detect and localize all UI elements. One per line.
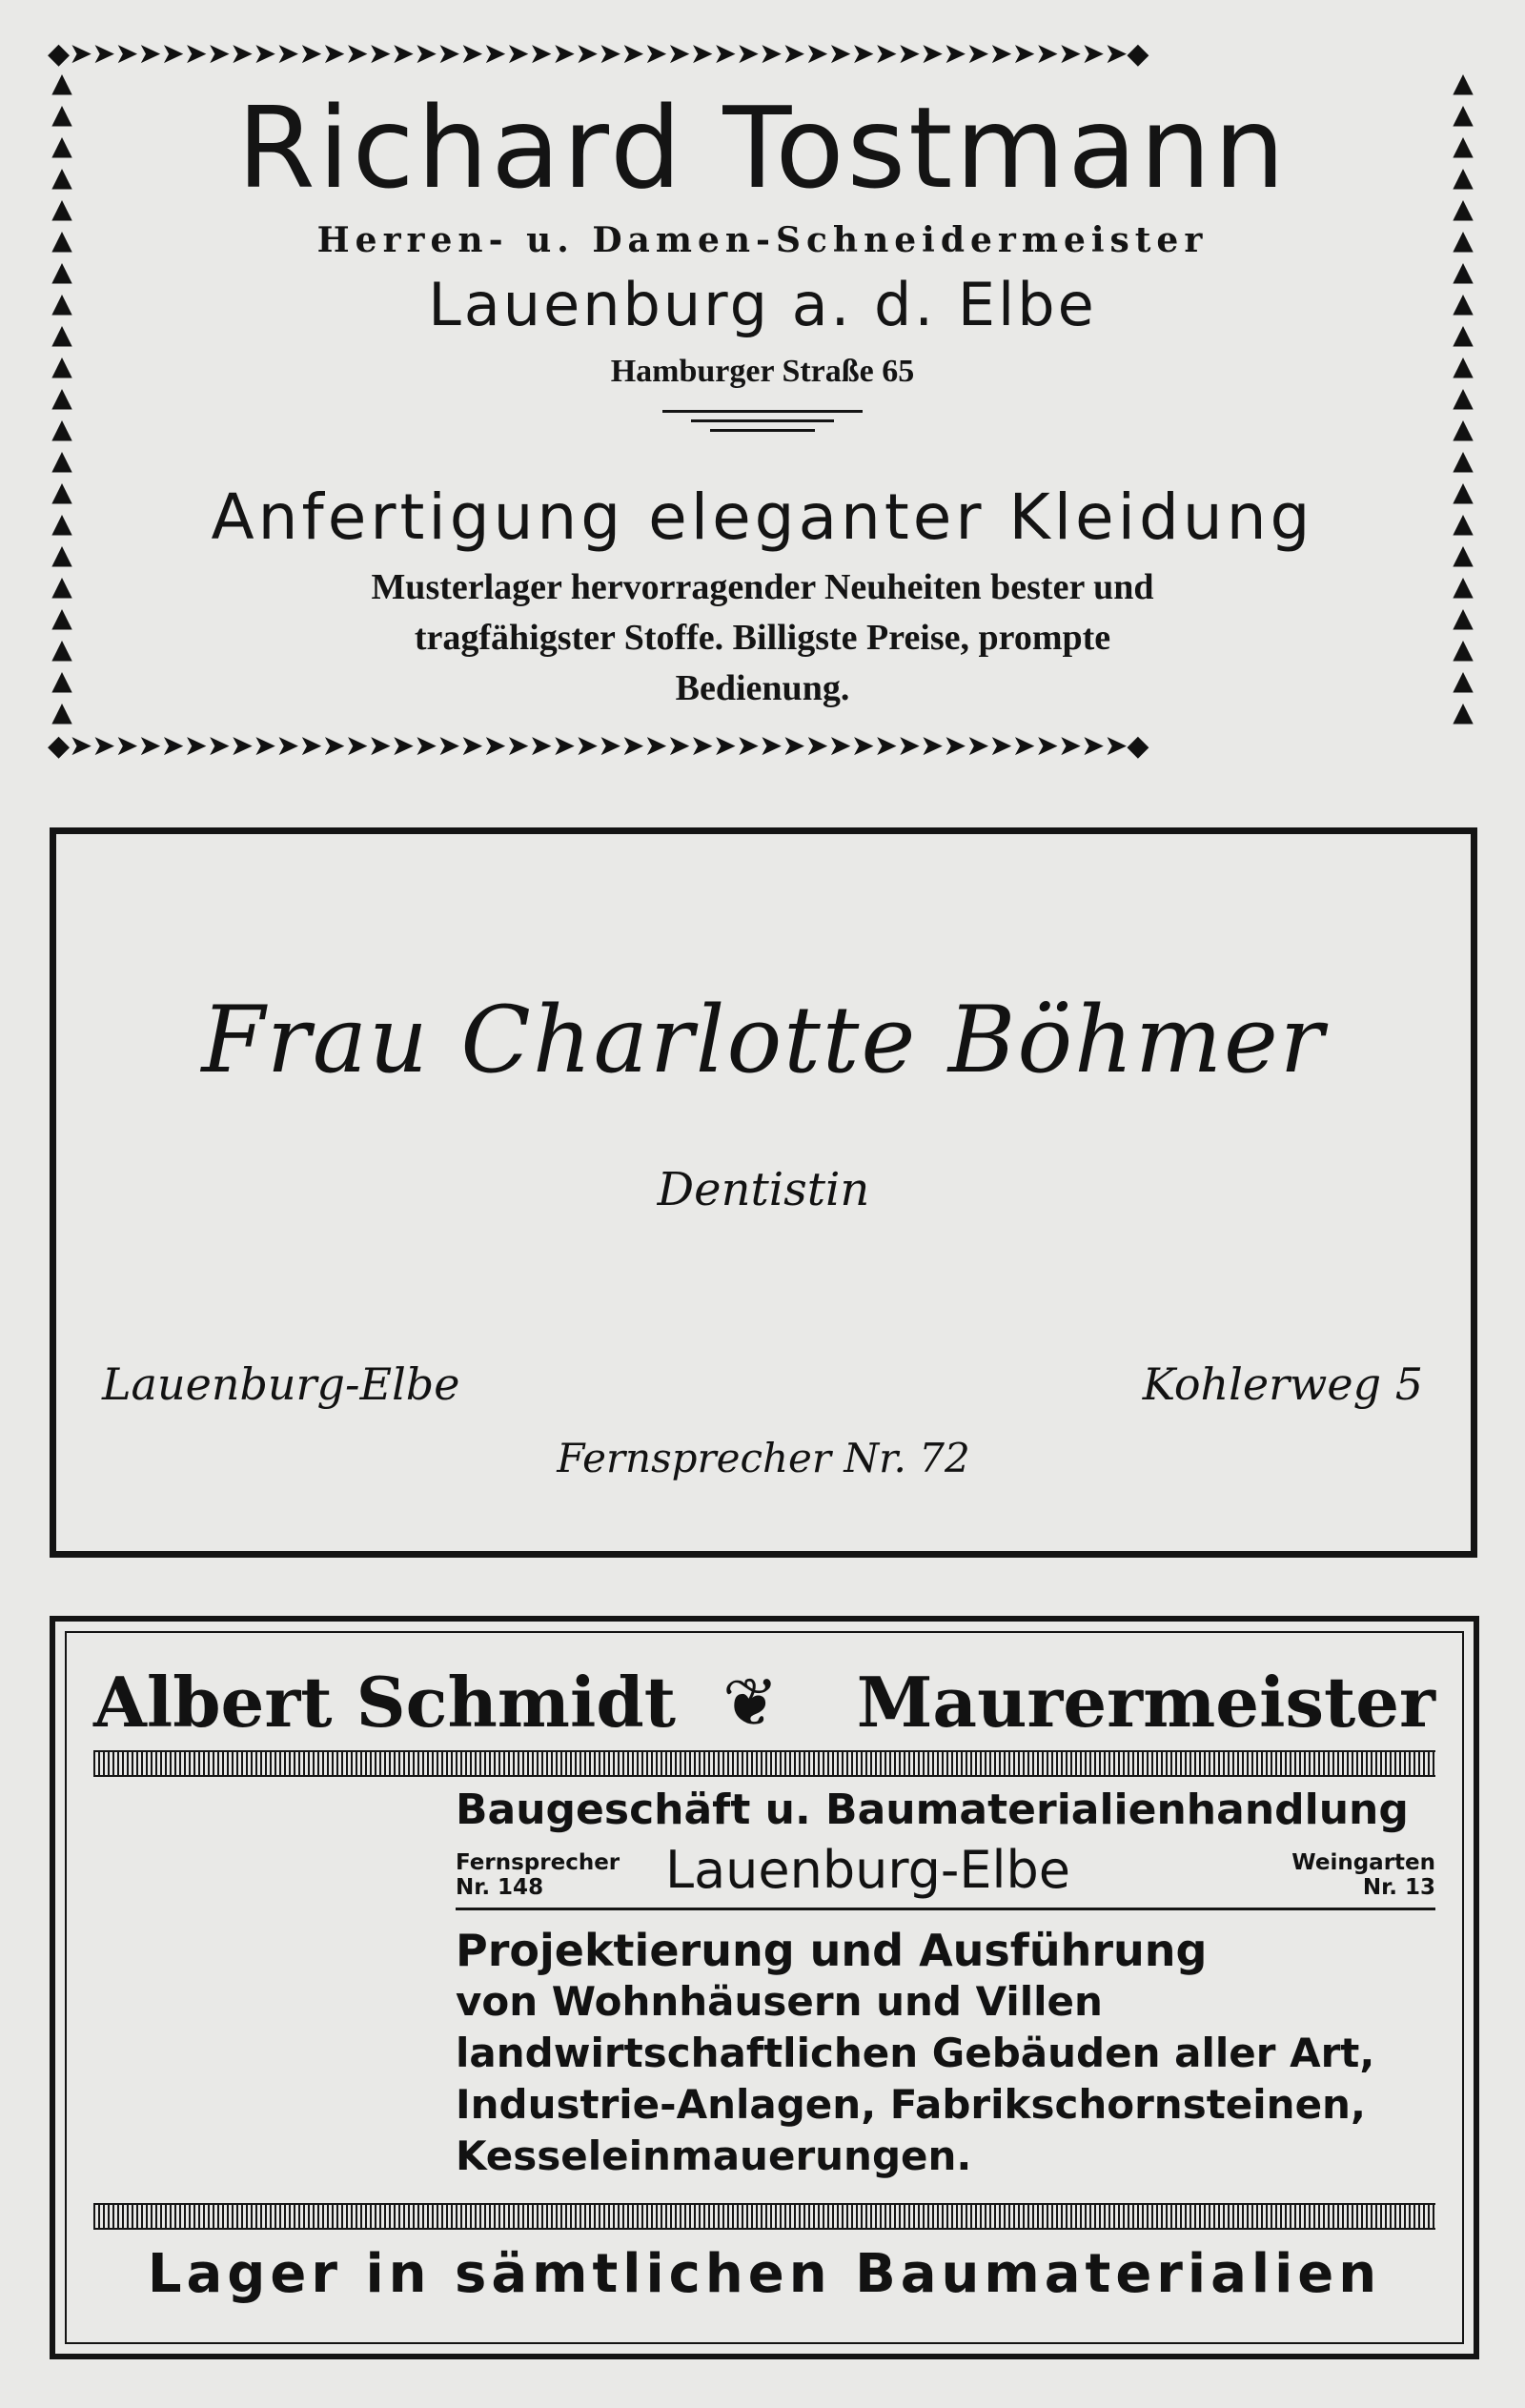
phone-number: Nr. 148 (456, 1875, 544, 1900)
ad-tostmann (48, 38, 1477, 763)
ad-schmidt (50, 1616, 1479, 2359)
tostmann-city: Lauenburg a. d. Elbe (428, 270, 1097, 339)
schmidt-city: Lauenburg-Elbe (665, 1840, 1070, 1900)
body-line: Kesseleinmauerungen. (456, 2133, 972, 2179)
tostmann-body: Musterlager hervorragender Neuheiten bester und tragfähigster Stoffe. Billigste Preise, prompte Bedienung. (371, 567, 1154, 708)
schmidt-phone (456, 1850, 620, 1900)
boehmer-street: Kohlerweg 5 (1142, 1358, 1423, 1410)
schmidt-footer: Lager in sämtlichen Baumaterialien (147, 2243, 1382, 2305)
tostmann-trade: Herren- u. Damen-Schneidermeister (316, 220, 1209, 260)
schmidt-trade: Maurermeister (856, 1662, 1435, 1743)
tostmann-street: Hamburger Straße 65 (610, 354, 915, 389)
schmidt-name: Albert Schmidt (93, 1662, 676, 1743)
weingarten-label: Weingarten (1291, 1850, 1435, 1875)
arrow-border-left: ▲ ▲ ▲ ▲ ▲ ▲ ▲ ▲ ▲ ▲ ▲ ▲ ▲ ▲ ▲ ▲ ▲ ▲ ▲ ▲ ▲ (51, 67, 72, 727)
boehmer-title: Dentistin (657, 1163, 870, 1216)
body-line: Projektierung und Ausführung (456, 1925, 1208, 1976)
schmidt-body (456, 1925, 1435, 2182)
fleuron-icon: ❦ (722, 1663, 779, 1742)
body-line: Industrie-Anlagen, Fabrikschornsteinen, (456, 2081, 1366, 2128)
arrow-border-bottom: ◆➤➤➤➤➤➤➤➤➤➤➤➤➤➤➤➤➤➤➤➤➤➤➤➤➤➤➤➤➤➤➤➤➤➤➤➤➤➤➤➤➤➤➤➤➤➤◆ (48, 730, 1149, 763)
arrow-border-top: ◆➤➤➤➤➤➤➤➤➤➤➤➤➤➤➤➤➤➤➤➤➤➤➤➤➤➤➤➤➤➤➤➤➤➤➤➤➤➤➤➤➤➤➤➤➤➤◆ (48, 38, 1149, 71)
hatched-rule-top (93, 1750, 1435, 1777)
boehmer-name: Frau Charlotte Böhmer (201, 987, 1326, 1093)
boehmer-city: Lauenburg-Elbe (102, 1358, 460, 1410)
schmidt-weingarten (1291, 1850, 1435, 1900)
ad-boehmer (50, 827, 1477, 1558)
arrow-border-right: ▲ ▲ ▲ ▲ ▲ ▲ ▲ ▲ ▲ ▲ ▲ ▲ ▲ ▲ ▲ ▲ ▲ ▲ ▲ ▲ ▲ (1453, 67, 1474, 727)
boehmer-phone: Fernsprecher Nr. 72 (557, 1435, 970, 1481)
tostmann-name: Richard Tostmann (236, 82, 1289, 214)
tostmann-headline: Anfertigung eleganter Kleidung (211, 480, 1314, 554)
schmidt-subtitle: Baugeschäft u. Baumaterialienhandlung (456, 1786, 1409, 1834)
hatched-rule-bottom (93, 2203, 1435, 2230)
weingarten-number: Nr. 13 (1362, 1875, 1435, 1900)
body-line: von Wohnhäusern und Villen (456, 1978, 1103, 2025)
divider (456, 1908, 1435, 1910)
phone-label: Fernsprecher (456, 1850, 620, 1875)
body-line: landwirtschaftlichen Gebäuden aller Art, (456, 2030, 1375, 2076)
decorative-rules (662, 410, 863, 439)
